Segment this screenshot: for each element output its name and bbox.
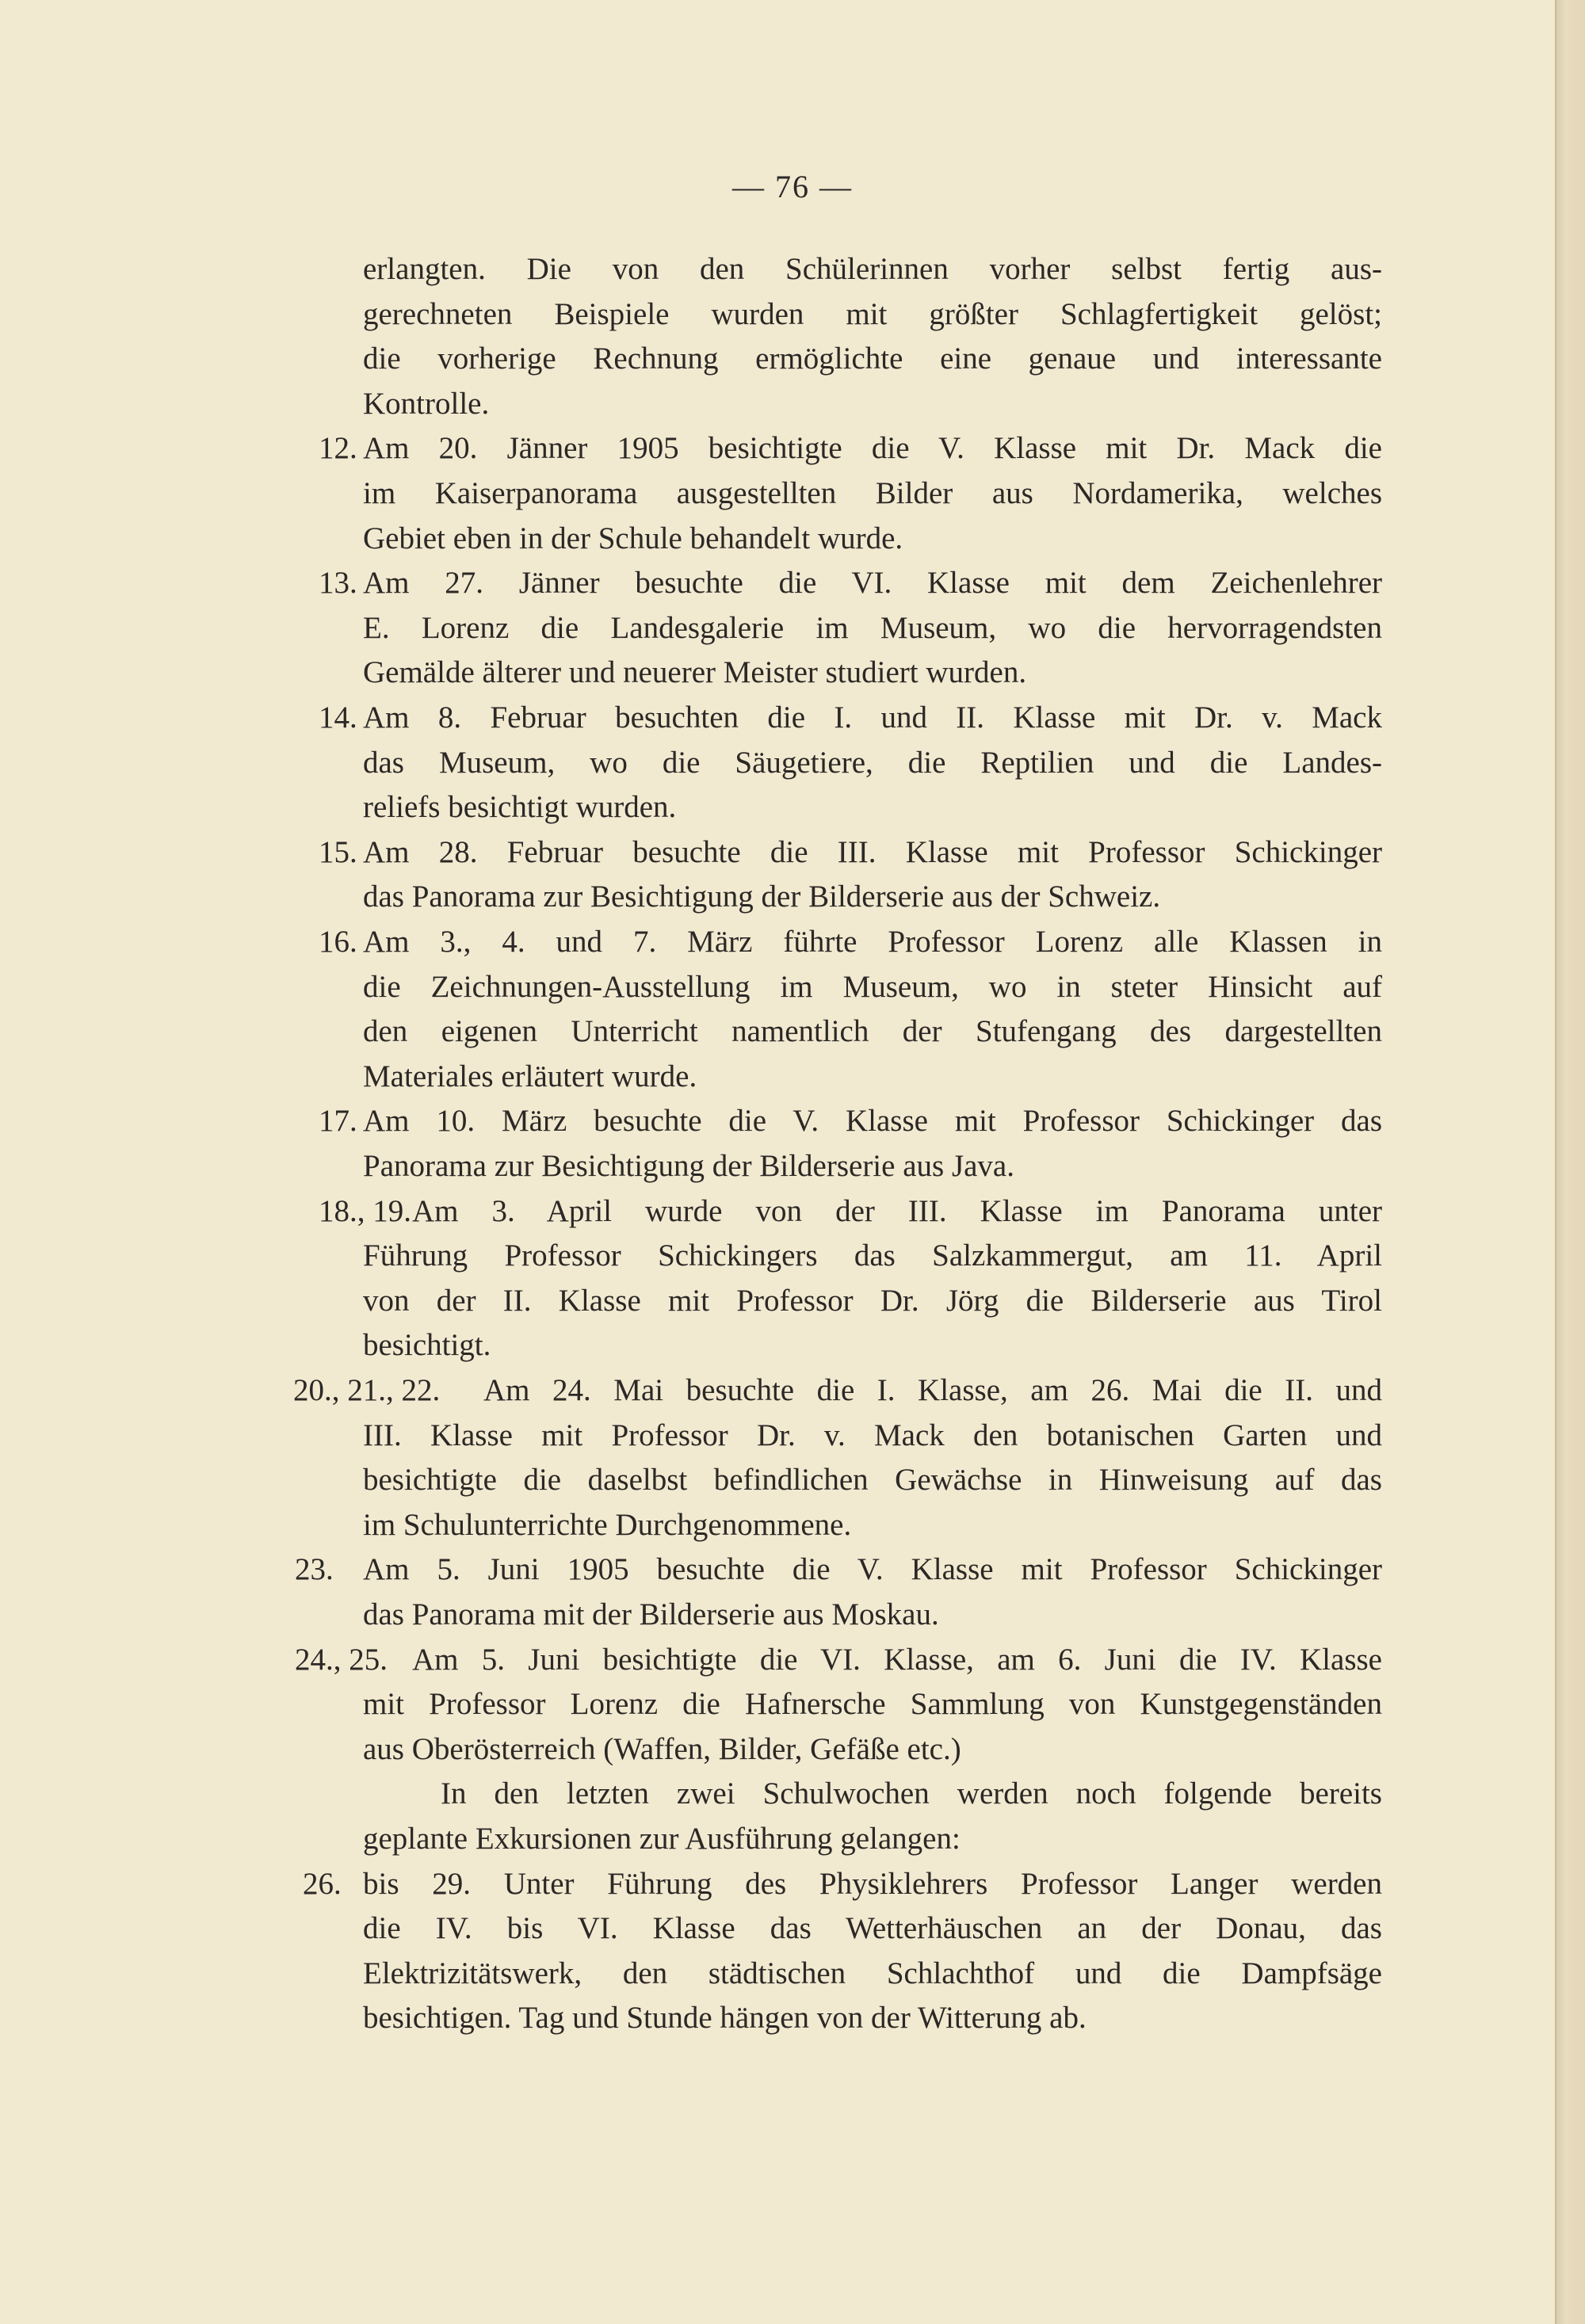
- text-line: das Museum, wo die Säugetiere, die Reptilien und die Landes-: [363, 745, 1382, 780]
- text-line: Am 10. März besuchte die V. Klasse mit Professor Schickinger das: [363, 1104, 1382, 1139]
- text-line: Materiales erläutert wurde.: [363, 1059, 697, 1093]
- text-line: von der II. Klasse mit Professor Dr. Jörg die Bilderserie aus Tirol: [363, 1283, 1382, 1318]
- text-line: erlangten. Die von den Schülerinnen vorher selbst fertig aus-: [363, 252, 1382, 286]
- text-line: E. Lorenz die Landesgalerie im Museum, wo die hervorragendsten: [363, 610, 1382, 645]
- text-line: Am 3. April wurde von der III. Klasse im Panorama unter: [412, 1193, 1382, 1228]
- text-line: Panorama zur Besichtigung der Bilderserie aus Java.: [363, 1149, 1014, 1183]
- text-line: III. Klasse mit Professor Dr. v. Mack den botanischen Garten und: [363, 1418, 1382, 1452]
- text-line: geplante Exkursionen zur Ausführung gelangen:: [363, 1822, 961, 1856]
- entry-number: 23.: [295, 1552, 334, 1587]
- text-line: Am 3., 4. und 7. März führte Professor Lorenz alle Klassen in: [363, 925, 1382, 959]
- entry-number: 26.: [303, 1866, 342, 1901]
- text-line: reliefs besichtigt wurden.: [363, 790, 677, 825]
- text-line: aus Oberösterreich (Waffen, Bilder, Gefäße etc.): [363, 1731, 961, 1766]
- text-line: Am 28. Februar besuchte die III. Klasse mit Professor Schickinger: [363, 834, 1382, 869]
- page-edge: [1555, 0, 1585, 2324]
- text-line: Am 24. Mai besuchte die I. Klasse, am 26. Mai die II. und: [483, 1373, 1382, 1407]
- text-line: Am 27. Jänner besuchte die VI. Klasse mit dem Zeichenlehrer: [363, 566, 1382, 601]
- text-line: gerechneten Beispiele wurden mit größter Schlagfertigkeit gelöst;: [363, 296, 1382, 331]
- text-line: Führung Professor Schickingers das Salzkammergut, am 11. April: [363, 1238, 1382, 1273]
- entry-number: 20., 21., 22.: [293, 1373, 441, 1407]
- entry-number: 17.: [319, 1104, 357, 1139]
- text-line: Am 20. Jänner 1905 besichtigte die V. Klasse mit Dr. Mack die: [363, 431, 1382, 466]
- text-line: den eigenen Unterricht namentlich der Stufengang des dargestellten: [363, 1014, 1382, 1049]
- entry-number: 14.: [319, 700, 357, 735]
- text-line: besichtigte die daselbst befindlichen Gewächse in Hinweisung auf das: [363, 1463, 1382, 1498]
- entry-number: 18., 19.: [319, 1193, 411, 1228]
- text-line: mit Professor Lorenz die Hafnersche Sammlung von Kunstgegenständen: [363, 1687, 1382, 1722]
- text-line: bis 29. Unter Führung des Physiklehrers Professor Langer werden: [363, 1866, 1382, 1901]
- text-line: Am 8. Februar besuchten die I. und II. Klasse mit Dr. v. Mack: [363, 700, 1382, 735]
- text-line: die Zeichnungen-Ausstellung im Museum, wo in steter Hinsicht auf: [363, 969, 1382, 1004]
- entry-number: 24., 25.: [295, 1642, 388, 1677]
- text-line: die vorherige Rechnung ermöglichte eine genaue und interessante: [363, 342, 1382, 376]
- text-line: im Schulunterrichte Durchgenommene.: [363, 1507, 852, 1542]
- text-line: Elektrizitätswerk, den städtischen Schlachthof und die Dampfsäge: [363, 1956, 1382, 1990]
- entry-number: 12.: [319, 431, 357, 466]
- text-line: Kontrolle.: [363, 386, 490, 421]
- text-line: Am 5. Juni 1905 besuchte die V. Klasse mit Professor Schickinger: [363, 1552, 1382, 1587]
- text-line: die IV. bis VI. Klasse das Wetterhäuschen an der Donau, das: [363, 1911, 1382, 1946]
- text-line: besichtigt.: [363, 1328, 491, 1363]
- text-line: Gebiet eben in der Schule behandelt wurde.: [363, 521, 903, 555]
- text-line: Gemälde älterer und neuerer Meister studiert wurden.: [363, 655, 1027, 690]
- text-line: das Panorama mit der Bilderserie aus Moskau.: [363, 1597, 939, 1631]
- entry-number: 15.: [319, 834, 357, 869]
- entry-number: 16.: [319, 925, 357, 959]
- page-number: — 76 —: [732, 169, 853, 204]
- text-line: besichtigen. Tag und Stunde hängen von der Witterung ab.: [363, 2001, 1087, 2036]
- text-line: im Kaiserpanorama ausgestellten Bilder aus Nordamerika, welches: [363, 476, 1382, 510]
- text-line: In den letzten zwei Schulwochen werden noch folgende bereits: [441, 1776, 1382, 1811]
- entry-number: 13.: [319, 566, 357, 601]
- text-line: Am 5. Juni besichtigte die VI. Klasse, am 6. Juni die IV. Klasse: [412, 1642, 1382, 1677]
- text-line: das Panorama zur Besichtigung der Bilderserie aus der Schweiz.: [363, 880, 1161, 914]
